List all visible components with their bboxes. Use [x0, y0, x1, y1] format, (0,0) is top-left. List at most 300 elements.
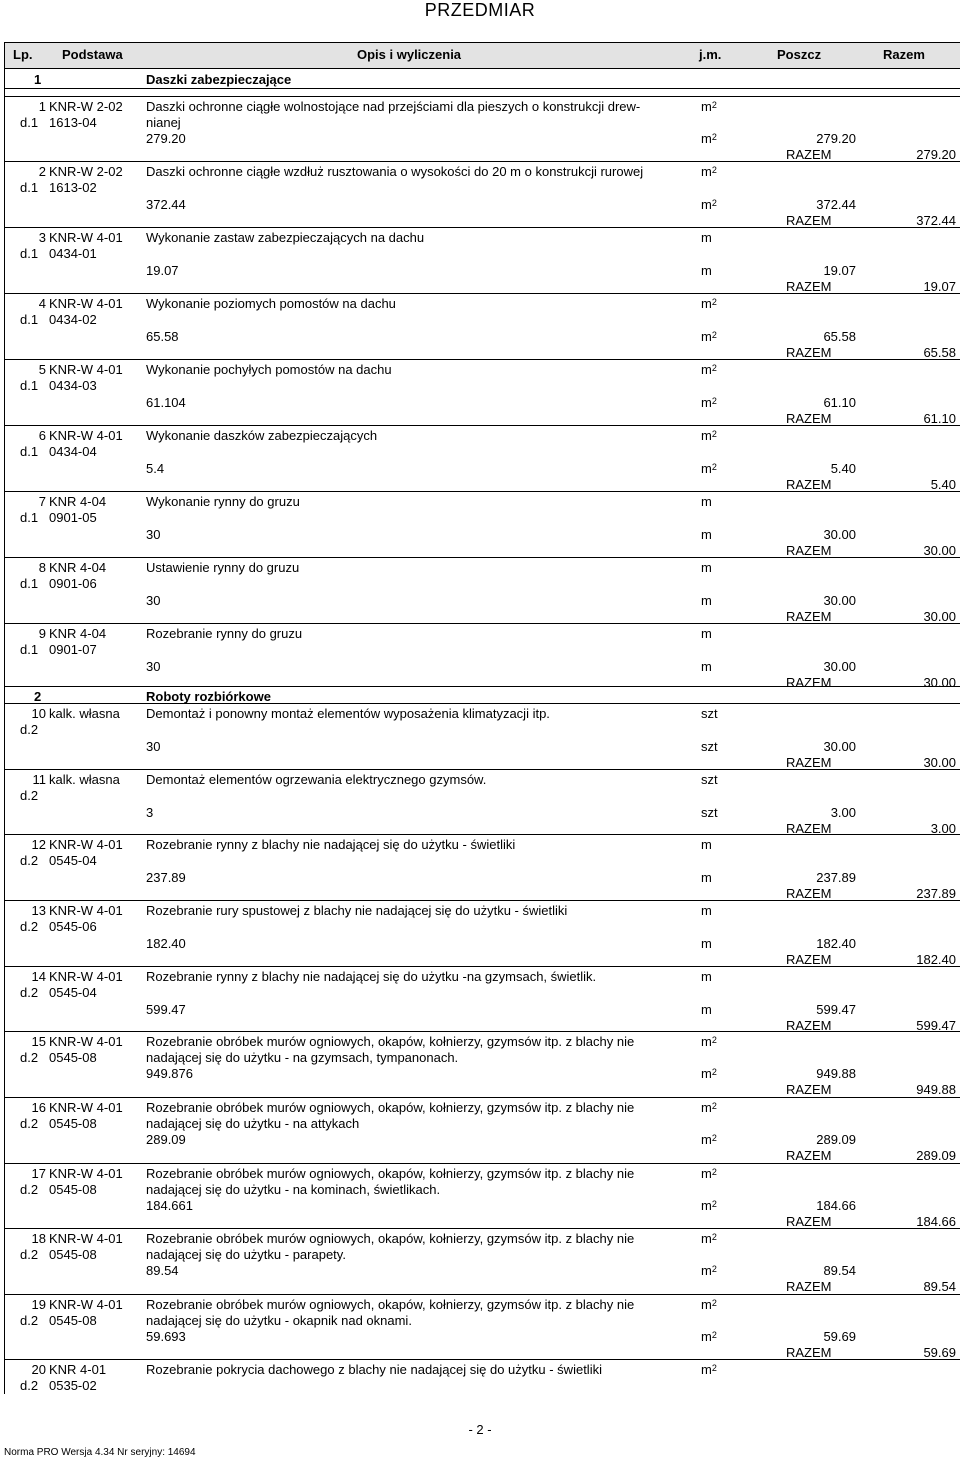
item-partial: 184.66: [816, 1198, 856, 1213]
razem-label: RAZEM: [786, 147, 832, 162]
calc-unit-text: m: [701, 1066, 712, 1081]
calc-unit-text: m: [701, 1198, 712, 1213]
item-unit: [701, 1166, 717, 1181]
calc-unit: [701, 329, 717, 344]
item-unit: [701, 1231, 717, 1246]
calc-unit: [701, 739, 718, 754]
item-unit-text: m: [701, 99, 712, 114]
calc-unit-text: szt: [701, 739, 718, 754]
item-partial: 61.10: [823, 395, 856, 410]
header-opis: Opis i wyliczenia: [357, 47, 462, 62]
document-title: PRZEDMIAR: [424, 0, 536, 20]
squared-exponent: 2: [711, 1101, 717, 1111]
calc-unit-text: m: [701, 936, 712, 951]
calc-unit: [701, 131, 717, 146]
item-basis-code: 0434-04: [49, 444, 97, 459]
item-basis: KNR-W 4-01: [49, 1166, 123, 1181]
item-total: 59.69: [923, 1345, 956, 1360]
calc-unit: [701, 870, 712, 885]
item-lp: 9: [38, 626, 46, 641]
item-calculation: 89.54: [146, 1263, 179, 1278]
item-description: nianej: [146, 115, 181, 130]
row-divider: [5, 686, 960, 687]
item-basis-code: 0901-06: [49, 576, 97, 591]
item-description: Demontaż elementów ogrzewania elektrycznego gzymsów.: [146, 772, 487, 787]
item-description: Wykonanie pochyłych pomostów na dachu: [146, 362, 392, 377]
item-basis-code: 0535-02: [49, 1378, 97, 1393]
item-calculation: 65.58: [146, 329, 179, 344]
item-section-ref: d.1: [20, 115, 39, 130]
razem-label: RAZEM: [786, 477, 832, 492]
razem-label: RAZEM: [786, 952, 832, 967]
item-basis: KNR 4-04: [49, 494, 107, 509]
squared-exponent: 2: [711, 330, 717, 340]
item-description: Wykonanie zastaw zabezpieczających na dachu: [146, 230, 425, 245]
item-total: 30.00: [923, 675, 956, 690]
item-description: nadającej się do użytku - na attykach: [146, 1116, 360, 1131]
item-basis-code: 0434-02: [49, 312, 97, 327]
item-total: 30.00: [923, 755, 956, 770]
row-divider: [5, 161, 960, 162]
squared-exponent: 2: [711, 132, 717, 142]
item-description: Rozebranie rury spustowej z blachy nie nadającej się do użytku - świetliki: [146, 903, 568, 918]
razem-label: RAZEM: [786, 279, 832, 294]
item-description: Wykonanie poziomych pomostów na dachu: [146, 296, 396, 311]
item-basis: KNR 4-04: [49, 560, 107, 575]
item-partial: 949.88: [816, 1066, 856, 1081]
item-partial: 237.89: [816, 870, 856, 885]
item-section-ref: d.2: [20, 985, 39, 1000]
header-podstawa: Podstawa: [62, 47, 123, 62]
item-description: Rozebranie rynny do gruzu: [146, 626, 303, 641]
item-description: Ustawienie rynny do gruzu: [146, 560, 300, 575]
razem-label: RAZEM: [786, 886, 832, 901]
calc-unit: [701, 527, 712, 542]
item-unit-text: m: [701, 1231, 712, 1246]
razem-label: RAZEM: [786, 543, 832, 558]
item-lp: 5: [38, 362, 46, 377]
item-unit: [701, 1034, 717, 1049]
item-unit-text: m: [701, 1100, 712, 1115]
item-total: 30.00: [923, 543, 956, 558]
item-basis-code: 0545-08: [49, 1182, 97, 1197]
item-section-ref: d.1: [20, 180, 39, 195]
item-unit-text: m: [701, 969, 712, 984]
item-partial: 30.00: [823, 659, 856, 674]
item-basis: KNR-W 2-02: [49, 164, 123, 179]
item-total: 599.47: [916, 1018, 956, 1033]
item-calculation: 19.07: [146, 263, 179, 278]
item-total: 182.40: [916, 952, 956, 967]
item-section-ref: d.2: [20, 1050, 39, 1065]
item-lp: 18: [31, 1231, 46, 1246]
item-calculation: 279.20: [146, 131, 186, 146]
squared-exponent: 2: [711, 396, 717, 406]
item-unit-text: m: [701, 1297, 712, 1312]
item-section-ref: d.2: [20, 722, 39, 737]
item-basis-code: 0545-08: [49, 1116, 97, 1131]
item-unit: [701, 560, 712, 575]
item-unit: [701, 494, 712, 509]
row-divider: [5, 96, 960, 97]
item-basis: KNR-W 4-01: [49, 903, 123, 918]
squared-exponent: 2: [711, 429, 717, 439]
razem-label: RAZEM: [786, 675, 832, 690]
calc-unit: [701, 805, 718, 820]
item-section-ref: d.2: [20, 853, 39, 868]
row-divider: [5, 557, 960, 558]
item-calculation: 61.104: [146, 395, 186, 410]
item-unit-text: szt: [701, 706, 718, 721]
item-lp: 13: [31, 903, 46, 918]
item-description: nadającej się do użytku - na gzymsach, tympanonach.: [146, 1050, 459, 1065]
item-basis: KNR-W 2-02: [49, 99, 123, 114]
row-divider: [5, 88, 960, 89]
item-calculation: 30: [146, 527, 161, 542]
razem-label: RAZEM: [786, 1148, 832, 1163]
item-description: Rozebranie obróbek murów ogniowych, okapów, kołnierzy, gzymsów itp. z blachy nie: [146, 1297, 635, 1312]
item-basis-code: 1613-04: [49, 115, 97, 130]
squared-exponent: 2: [711, 462, 717, 472]
page-number: - 2 -: [468, 1422, 492, 1437]
row-divider: [5, 1359, 960, 1360]
item-description: Rozebranie rynny z blachy nie nadającej się do użytku - świetliki: [146, 837, 516, 852]
item-total: 184.66: [916, 1214, 956, 1229]
item-lp: 20: [31, 1362, 46, 1377]
item-partial: 372.44: [816, 197, 856, 212]
item-total: 89.54: [923, 1279, 956, 1294]
item-description: Wykonanie daszków zabezpieczających: [146, 428, 378, 443]
razem-label: RAZEM: [786, 411, 832, 426]
item-unit-text: m: [701, 428, 712, 443]
item-lp: 15: [31, 1034, 46, 1049]
header-poszcz: Poszcz: [777, 47, 822, 62]
item-description: Rozebranie obróbek murów ogniowych, okapów, kołnierzy, gzymsów itp. z blachy nie: [146, 1166, 635, 1181]
item-unit-text: m: [701, 1362, 712, 1377]
item-lp: 4: [38, 296, 46, 311]
item-section-ref: d.1: [20, 444, 39, 459]
item-unit: [701, 969, 712, 984]
item-lp: 17: [31, 1166, 46, 1181]
item-unit: [701, 362, 717, 377]
squared-exponent: 2: [711, 363, 717, 373]
item-section-ref: d.1: [20, 642, 39, 657]
row-divider: [5, 425, 960, 426]
item-basis-code: 0901-07: [49, 642, 97, 657]
item-description: Rozebranie obróbek murów ogniowych, okapów, kołnierzy, gzymsów itp. z blachy nie: [146, 1231, 635, 1246]
cost-estimate-table: [4, 42, 960, 1394]
calc-unit-text: m: [701, 395, 712, 410]
item-basis: KNR-W 4-01: [49, 362, 123, 377]
item-lp: 3: [38, 230, 46, 245]
item-section-ref: d.2: [20, 1116, 39, 1131]
squared-exponent: 2: [711, 1035, 717, 1045]
item-unit-text: m: [701, 626, 712, 641]
item-lp: 19: [31, 1297, 46, 1312]
squared-exponent: 2: [711, 1264, 717, 1274]
item-calculation: 237.89: [146, 870, 186, 885]
item-description: Wykonanie rynny do gruzu: [146, 494, 300, 509]
item-total: 372.44: [916, 213, 956, 228]
calc-unit-text: m: [701, 1263, 712, 1278]
item-basis-code: 0434-03: [49, 378, 97, 393]
calc-unit: [701, 263, 712, 278]
item-basis-code: 0901-05: [49, 510, 97, 525]
row-divider: [5, 491, 960, 492]
item-total: 30.00: [923, 609, 956, 624]
item-unit: [701, 230, 712, 245]
squared-exponent: 2: [711, 198, 717, 208]
item-calculation: 5.4: [146, 461, 165, 476]
calc-unit-text: m: [701, 870, 712, 885]
item-description: Rozebranie pokrycia dachowego z blachy nie nadającej się do użytku - świetliki: [146, 1362, 602, 1377]
item-description: Demontaż i ponowny montaż elementów wyposażenia klimatyzacji itp.: [146, 706, 550, 721]
row-divider: [5, 359, 960, 360]
item-partial: 59.69: [823, 1329, 856, 1344]
squared-exponent: 2: [711, 1067, 717, 1077]
squared-exponent: 2: [711, 297, 717, 307]
calc-unit: [701, 659, 712, 674]
calc-unit-text: szt: [701, 805, 718, 820]
item-basis: kalk. własna: [49, 706, 120, 721]
item-basis-code: 0545-08: [49, 1247, 97, 1262]
item-partial: 182.40: [816, 936, 856, 951]
item-partial: 279.20: [816, 131, 856, 146]
row-divider: [5, 769, 960, 770]
item-unit-text: m: [701, 296, 712, 311]
item-lp: 2: [38, 164, 46, 179]
item-basis: KNR-W 4-01: [49, 1231, 123, 1246]
item-description: nadającej się do użytku - okapnik nad oknami.: [146, 1313, 412, 1328]
item-lp: 8: [38, 560, 46, 575]
calc-unit-text: m: [701, 461, 712, 476]
item-unit: [701, 1362, 717, 1377]
item-calculation: 30: [146, 659, 161, 674]
calc-unit: [701, 1198, 717, 1213]
item-lp: 11: [32, 772, 46, 787]
item-calculation: 599.47: [146, 1002, 186, 1017]
razem-label: RAZEM: [786, 1279, 832, 1294]
row-divider: [5, 1294, 960, 1295]
item-description: Rozebranie obróbek murów ogniowych, okapów, kołnierzy, gzymsów itp. z blachy nie: [146, 1034, 635, 1049]
item-section-ref: d.2: [20, 1313, 39, 1328]
item-basis: KNR-W 4-01: [49, 296, 123, 311]
razem-label: RAZEM: [786, 609, 832, 624]
calc-unit-text: m: [701, 197, 712, 212]
row-divider: [5, 834, 960, 835]
item-section-ref: d.1: [20, 312, 39, 327]
item-lp: 14: [31, 969, 46, 984]
item-unit-text: m: [701, 494, 712, 509]
razem-label: RAZEM: [786, 1214, 832, 1229]
item-basis: KNR-W 4-01: [49, 837, 123, 852]
item-unit-text: m: [701, 362, 712, 377]
razem-label: RAZEM: [786, 345, 832, 360]
calc-unit: [701, 1066, 717, 1081]
item-unit-text: m: [701, 230, 712, 245]
squared-exponent: 2: [711, 1298, 717, 1308]
section-title: Roboty rozbiórkowe: [146, 689, 271, 704]
row-divider: [5, 1228, 960, 1229]
item-section-ref: d.2: [20, 919, 39, 934]
section-number: 1: [34, 72, 42, 87]
item-section-ref: d.1: [20, 378, 39, 393]
item-section-ref: d.2: [20, 788, 39, 803]
item-calculation: 3: [146, 805, 154, 820]
item-basis-code: 0434-01: [49, 246, 97, 261]
item-unit: [701, 1297, 717, 1312]
item-unit: [701, 903, 712, 918]
item-total: 19.07: [923, 279, 956, 294]
item-total: 3.00: [930, 821, 956, 836]
item-section-ref: d.1: [20, 246, 39, 261]
calc-unit-text: m: [701, 659, 712, 674]
item-calculation: 182.40: [146, 936, 186, 951]
item-basis: KNR-W 4-01: [49, 230, 123, 245]
item-unit: [701, 772, 718, 787]
item-description: Rozebranie obróbek murów ogniowych, okapów, kołnierzy, gzymsów itp. z blachy nie: [146, 1100, 635, 1115]
item-description: nadającej się do użytku - na kominach, świetlikach.: [146, 1182, 441, 1197]
squared-exponent: 2: [711, 100, 717, 110]
footer-text: Norma PRO Wersja 4.34 Nr seryjny: 14694: [4, 1447, 196, 1458]
row-divider: [5, 703, 960, 704]
item-basis-code: 0545-06: [49, 919, 97, 934]
calc-unit: [701, 395, 717, 410]
item-section-ref: d.2: [20, 1247, 39, 1262]
item-unit: [701, 837, 712, 852]
item-unit-text: m: [701, 164, 712, 179]
row-divider: [5, 1031, 960, 1032]
item-basis: KNR-W 4-01: [49, 969, 123, 984]
item-basis-code: 0545-08: [49, 1313, 97, 1328]
item-description: nadającej się do użytku - parapety.: [146, 1247, 346, 1262]
item-lp: 10: [31, 706, 46, 721]
item-total: 279.20: [916, 147, 956, 162]
item-partial: 89.54: [823, 1263, 856, 1278]
item-calculation: 289.09: [146, 1132, 186, 1147]
item-basis-code: 0545-08: [49, 1050, 97, 1065]
item-total: 61.10: [923, 411, 956, 426]
item-unit: [701, 99, 717, 114]
calc-unit-text: m: [701, 329, 712, 344]
item-calculation: 30: [146, 739, 161, 754]
calc-unit-text: m: [701, 593, 712, 608]
calc-unit: [701, 1132, 717, 1147]
item-lp: 12: [31, 837, 46, 852]
calc-unit: [701, 1329, 717, 1344]
item-lp: 7: [38, 494, 46, 509]
item-partial: 5.40: [830, 461, 856, 476]
item-total: 65.58: [923, 345, 956, 360]
item-partial: 30.00: [823, 527, 856, 542]
item-description: Rozebranie rynny z blachy nie nadającej się do użytku -na gzymsach, świetlik.: [146, 969, 597, 984]
item-unit-text: m: [701, 1166, 712, 1181]
section-number: 2: [34, 689, 42, 704]
row-divider: [5, 966, 960, 967]
row-divider: [5, 623, 960, 624]
item-section-ref: d.2: [20, 1378, 39, 1393]
item-lp: 6: [38, 428, 46, 443]
row-divider: [5, 227, 960, 228]
calc-unit: [701, 197, 717, 212]
calc-unit: [701, 936, 712, 951]
item-partial: 30.00: [823, 593, 856, 608]
item-partial: 3.00: [830, 805, 856, 820]
item-lp: 16: [31, 1100, 46, 1115]
item-partial: 599.47: [816, 1002, 856, 1017]
item-unit-text: m: [701, 837, 712, 852]
razem-label: RAZEM: [786, 755, 832, 770]
squared-exponent: 2: [711, 1330, 717, 1340]
item-basis-code: 0545-04: [49, 985, 97, 1000]
item-calculation: 30: [146, 593, 161, 608]
item-unit: [701, 428, 717, 443]
item-basis: KNR-W 4-01: [49, 428, 123, 443]
item-unit: [701, 296, 717, 311]
item-calculation: 59.693: [146, 1329, 186, 1344]
calc-unit-text: m: [701, 1002, 712, 1017]
item-description: Daszki ochronne ciągłe wolnostojące nad przejściami dla pieszych o konstrukcji drew-: [146, 99, 641, 114]
squared-exponent: 2: [711, 165, 717, 175]
section-title: Daszki zabezpieczające: [146, 72, 292, 87]
header-jm: j.m.: [699, 47, 722, 62]
calc-unit-text: m: [701, 1329, 712, 1344]
row-divider: [5, 293, 960, 294]
item-unit: [701, 706, 718, 721]
item-section-ref: d.1: [20, 510, 39, 525]
item-basis: KNR-W 4-01: [49, 1297, 123, 1312]
calc-unit: [701, 593, 712, 608]
calc-unit: [701, 1263, 717, 1278]
item-basis: KNR 4-04: [49, 626, 107, 641]
item-partial: 19.07: [823, 263, 856, 278]
calc-unit-text: m: [701, 263, 712, 278]
calc-unit: [701, 1002, 712, 1017]
item-partial: 65.58: [823, 329, 856, 344]
item-basis-code: 0545-04: [49, 853, 97, 868]
item-unit: [701, 626, 712, 641]
item-basis: kalk. własna: [49, 772, 120, 787]
calc-unit-text: m: [701, 1132, 712, 1147]
item-section-ref: d.1: [20, 576, 39, 591]
razem-label: RAZEM: [786, 1345, 832, 1360]
row-divider: [5, 1097, 960, 1098]
razem-label: RAZEM: [786, 1018, 832, 1033]
item-partial: 289.09: [816, 1132, 856, 1147]
item-section-ref: d.2: [20, 1182, 39, 1197]
squared-exponent: 2: [711, 1363, 717, 1373]
item-total: 5.40: [930, 477, 956, 492]
item-unit-text: szt: [701, 772, 718, 787]
item-basis: KNR-W 4-01: [49, 1034, 123, 1049]
squared-exponent: 2: [711, 1232, 717, 1242]
item-total: 289.09: [916, 1148, 956, 1163]
calc-unit: [701, 461, 717, 476]
item-total: 949.88: [916, 1082, 956, 1097]
item-total: 237.89: [916, 886, 956, 901]
item-basis-code: 1613-02: [49, 180, 97, 195]
table-header: [5, 42, 960, 69]
item-description: Daszki ochronne ciągłe wzdłuż rusztowania o wysokości do 20 m o konstrukcji rurowej: [146, 164, 644, 179]
item-calculation: 372.44: [146, 197, 186, 212]
item-unit: [701, 164, 717, 179]
razem-label: RAZEM: [786, 821, 832, 836]
item-lp: 1: [38, 99, 46, 114]
item-unit-text: m: [701, 903, 712, 918]
row-divider: [5, 1163, 960, 1164]
squared-exponent: 2: [711, 1199, 717, 1209]
item-unit-text: m: [701, 560, 712, 575]
